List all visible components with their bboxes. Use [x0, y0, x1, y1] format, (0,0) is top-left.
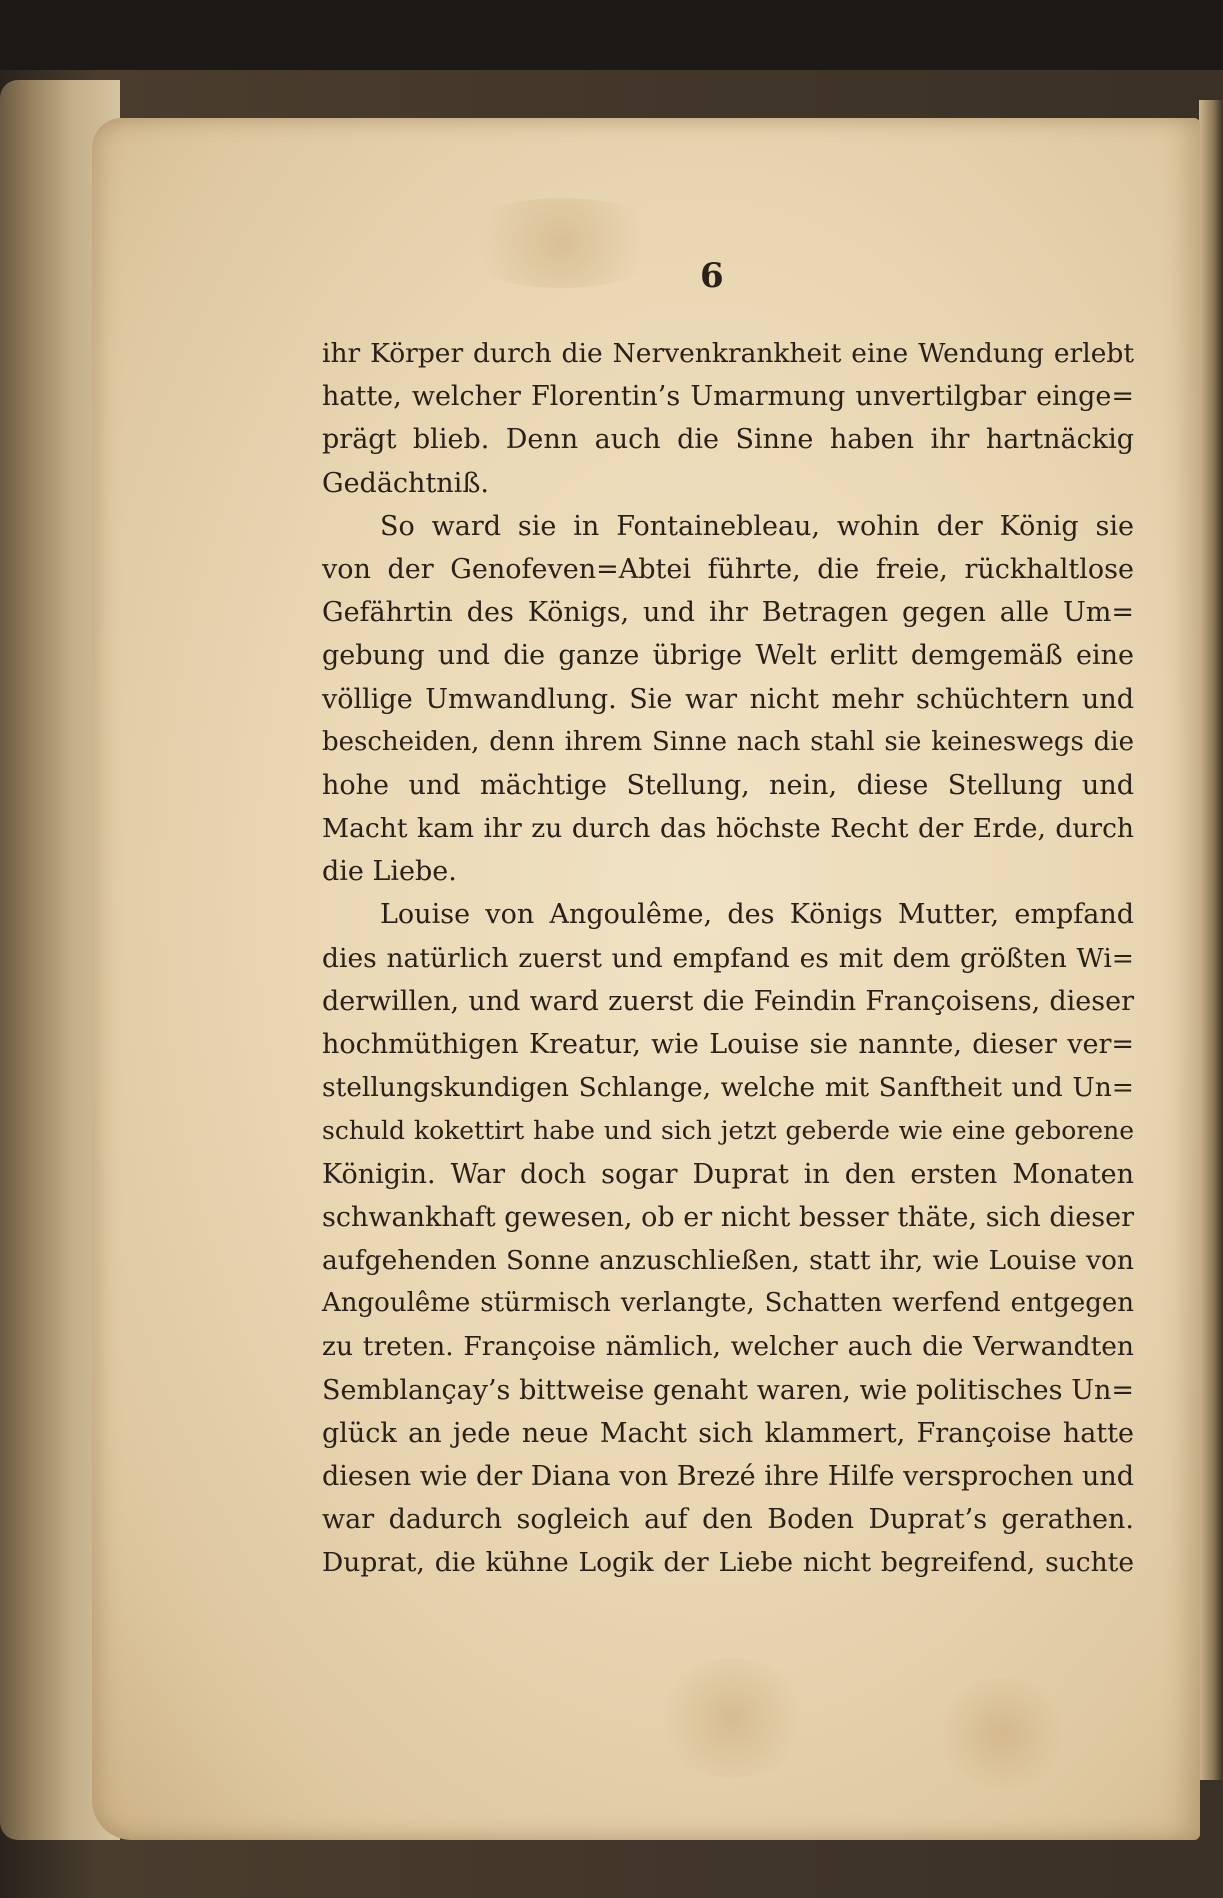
- text-line: prägt blieb. Denn auch die Sinne haben ihr hartnäckig: [322, 424, 1134, 456]
- text-line: schwankhaft gewesen, ob er nicht besser thäte, sich dieser: [322, 1201, 1134, 1233]
- text-line: Gefährtin des Königs, und ihr Betragen gegen alle Um=: [322, 597, 1134, 629]
- text-line: Louise von Angoulême, des Königs Mutter, empfand: [380, 899, 1134, 931]
- text-line: hohe und mächtige Stellung, nein, diese Stellung und: [322, 769, 1134, 801]
- text-line: Angoulême stürmisch verlangte, Schatten werfend entgegen: [322, 1288, 1134, 1319]
- text-line: die Liebe.: [322, 856, 457, 888]
- text-line: völlige Umwandlung. Sie war nicht mehr schüchtern und: [322, 683, 1134, 715]
- text-line: Gedächtniß.: [322, 467, 489, 499]
- paper-stain: [452, 198, 672, 288]
- page-edges-right: [1199, 100, 1223, 1780]
- text-line: hochmüthigen Kreatur, wie Louise sie nannte, dieser ver=: [322, 1029, 1134, 1060]
- text-line: dies natürlich zuerst und empfand es mit dem größten Wi=: [322, 942, 1134, 974]
- text-line: von der Genofeven=Abtei führte, die freie, rückhaltlose: [322, 553, 1134, 585]
- text-line: gebung und die ganze übrige Welt erlitt demgemäß eine: [322, 640, 1134, 672]
- text-line: war dadurch sogleich auf den Boden Duprat’s gerathen.: [322, 1504, 1134, 1536]
- text-line: ihr Körper durch die Nervenkrankheit eine Wendung erlebt: [322, 338, 1134, 369]
- text-line: stellungskundigen Schlange, welche mit Sanftheit und Un=: [322, 1072, 1134, 1104]
- page-number: 6: [700, 256, 724, 296]
- text-line: Duprat, die kühne Logik der Liebe nicht begreifend, suchte: [322, 1547, 1134, 1579]
- paper-stain: [652, 1658, 812, 1778]
- paper-stain: [932, 1678, 1072, 1788]
- text-line: Macht kam ihr zu durch das höchste Recht der Erde, durch: [322, 813, 1134, 845]
- text-line: glück an jede neue Macht sich klammert, Françoise hatte: [322, 1417, 1134, 1449]
- text-line: bescheiden, denn ihrem Sinne nach stahl sie keineswegs die: [322, 726, 1134, 757]
- text-line: Königin. War doch sogar Duprat in den ersten Monaten: [322, 1158, 1134, 1190]
- text-line: derwillen, und ward zuerst die Feindin Françoisens, dieser: [322, 985, 1134, 1017]
- text-line: So ward sie in Fontainebleau, wohin der König sie: [380, 510, 1134, 542]
- text-line: schuld kokettirt habe und sich jetzt geberde wie eine geborene: [322, 1116, 1134, 1146]
- text-line: diesen wie der Diana von Brezé ihre Hilfe versprochen und: [322, 1460, 1135, 1492]
- body-text: [322, 332, 1134, 1584]
- text-line: zu treten. Françoise nämlich, welcher auch die Verwandten: [322, 1331, 1134, 1363]
- text-line: hatte, welcher Florentin’s Umarmung unvertilgbar einge=: [322, 381, 1134, 413]
- text-line: Semblançay’s bittweise genaht waren, wie politisches Un=: [322, 1374, 1134, 1406]
- text-line: aufgehenden Sonne anzuschließen, statt ihr, wie Louise von: [322, 1244, 1134, 1276]
